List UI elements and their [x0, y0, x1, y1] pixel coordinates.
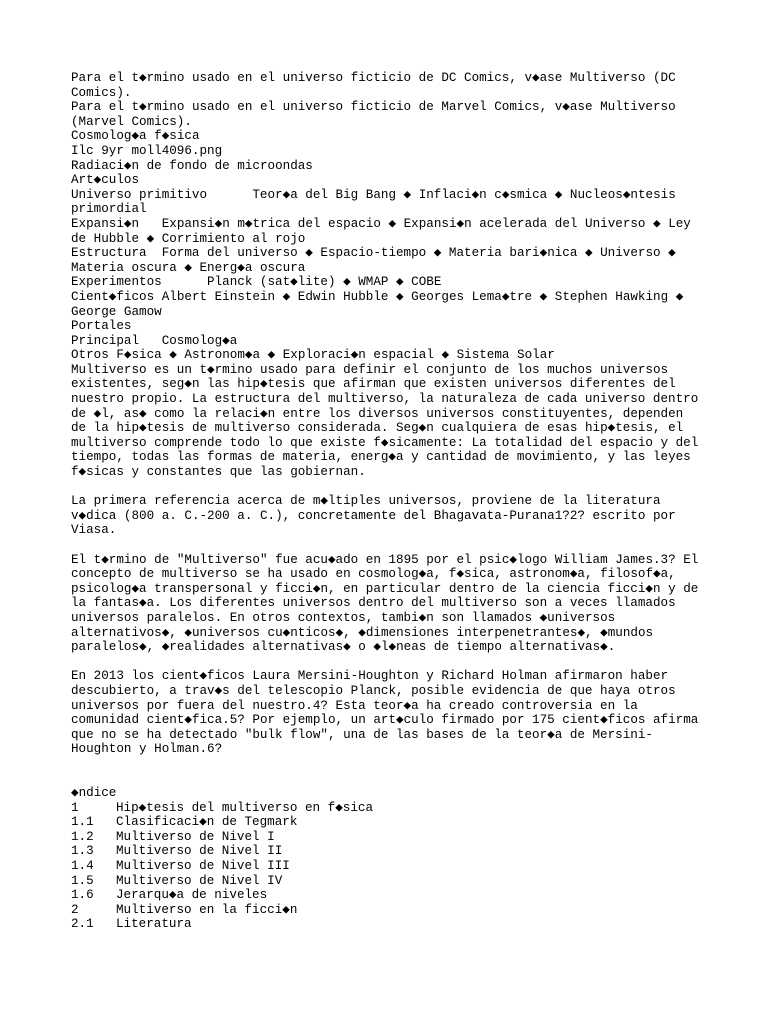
paragraph-line: alternativos◆, ◆universos cu◆nticos◆, ◆dimensiones interpenetrantes◆, ◆mundos: [71, 625, 654, 640]
paragraph-line: universos por fuera del nuestro.4? Esta teor◆a ha creado controversia en la: [71, 698, 638, 713]
toc-item-number: 1.4: [71, 859, 94, 874]
toc-item: [71, 903, 691, 918]
toc-item: [71, 917, 691, 932]
toc-item: [71, 859, 691, 874]
paragraph-line: comunidad cient◆fica.5? Por ejemplo, un art◆culo firmado por 175 cient◆ficos afirma: [71, 713, 699, 728]
paragraph-gap: [71, 655, 691, 670]
toc-item-number: 2.1: [71, 917, 94, 932]
paragraph-line: descubierto, a trav◆s del telescopio Planck, posible evidencia de que haya otros: [71, 683, 676, 698]
toc-item-number: 1.3: [71, 844, 94, 859]
document-body: [71, 71, 699, 932]
paragraph: [71, 552, 699, 655]
header-line: Ilc 9yr moll4096.png: [71, 143, 223, 158]
toc-item: [71, 888, 691, 903]
toc-item: [71, 801, 691, 816]
toc-item-number: 1.2: [71, 829, 94, 844]
toc-item-label: Multiverso de Nivel I: [116, 829, 275, 844]
toc-item-number: 1.1: [71, 815, 94, 830]
header-line: Cosmolog◆a f◆sica: [71, 129, 200, 144]
toc-item-number: 1: [71, 800, 79, 815]
header-line: Expansi◆n Expansi◆n m◆trica del espacio ◆ Expansi◆n acelerada del Universo ◆ Ley: [71, 216, 691, 231]
paragraphs-block: [71, 362, 699, 757]
toc-item-label: Multiverso de Nivel IV: [116, 873, 283, 888]
paragraph-line: universos paralelos. En otros contextos, tambi◆n son llamados ◆universos: [71, 610, 616, 625]
toc-item: [71, 830, 691, 845]
paragraph-line: tiempo, todas las formas de materia, energ◆a y cantidad de movimiento, y las leyes: [71, 450, 691, 465]
paragraph-line: f◆sicas y constantes que las gobiernan.: [71, 465, 366, 480]
paragraph-line: existentes, seg◆n las hip◆tesis que afirman que existen universos diferentes del: [71, 377, 676, 392]
spacer: [71, 757, 691, 772]
toc-item-label: Literatura: [116, 917, 192, 932]
spacer: [71, 772, 691, 787]
paragraph-gap: [71, 480, 691, 495]
toc-item-label: Hip◆tesis del multiverso en f◆sica: [116, 800, 374, 815]
paragraph-line: Multiverso es un t◆rmino usado para definir el conjunto de los muchos universos: [71, 362, 669, 377]
toc-item-label: Multiverso de Nivel III: [116, 859, 290, 874]
toc-item-number: 1.6: [71, 888, 94, 903]
paragraph-line: la fantas◆a. Los diferentes universos dentro del multiverso son a veces llamados: [71, 596, 676, 611]
paragraph: [71, 669, 699, 757]
header-line: Radiaci◆n de fondo de microondas: [71, 158, 313, 173]
header-line: Estructura Forma del universo ◆ Espacio-tiempo ◆ Materia bari◆nica ◆ Universo ◆: [71, 246, 676, 261]
paragraph-gap: [71, 538, 691, 553]
header-line: Art◆culos: [71, 173, 140, 188]
header-line: (Marvel Comics).: [71, 114, 192, 129]
paragraph-line: En 2013 los cient◆ficos Laura Mersini-Houghton y Richard Holman afirmaron haber: [71, 669, 669, 684]
header-line: Principal Cosmolog◆a: [71, 333, 238, 348]
toc-item: [71, 844, 691, 859]
toc-item-label: Multiverso en la ficci◆n: [116, 902, 298, 917]
toc-item: [71, 874, 691, 889]
header-line: Universo primitivo Teor◆a del Big Bang ◆ Inflaci◆n c◆smica ◆ Nucleos◆ntesis: [71, 187, 676, 202]
header-line: de Hubble ◆ Corrimiento al rojo: [71, 231, 306, 246]
paragraph-line: que no se ha detectado "bulk flow", una de las bases de la teor◆a de Mersini-: [71, 727, 653, 742]
paragraph-line: El t◆rmino de "Multiverso" fue acu◆ado en 1895 por el psic◆logo William James.3? El: [71, 552, 699, 567]
toc-item-number: 2: [71, 902, 79, 917]
header-line: Cient◆ficos Albert Einstein ◆ Edwin Hubble ◆ Georges Lema◆tre ◆ Stephen Hawking ◆: [71, 289, 684, 304]
paragraph-line: multiverso comprende todo lo que existe f◆sicamente: La totalidad del espacio y del: [71, 435, 699, 450]
paragraph: [71, 362, 699, 480]
paragraph-line: Houghton y Holman.6?: [71, 742, 223, 757]
header-line: George Gamow: [71, 304, 162, 319]
toc-item-label: Multiverso de Nivel II: [116, 844, 283, 859]
toc-item-number: 1.5: [71, 873, 94, 888]
header-line: primordial: [71, 202, 147, 217]
paragraph: [71, 494, 691, 538]
paragraph-line: La primera referencia acerca de m◆ltiples universos, proviene de la literatura: [71, 494, 661, 509]
toc-item-label: Jerarqu◆a de niveles: [116, 888, 268, 903]
table-of-contents: [71, 786, 691, 932]
header-line: Comics).: [71, 85, 132, 100]
header-line: Experimentos Planck (sat◆lite) ◆ WMAP ◆ COBE: [71, 275, 442, 290]
header-line: Para el t◆rmino usado en el universo ficticio de DC Comics, v◆ase Multiverso (DC: [71, 71, 676, 85]
paragraph-line: paralelos◆, ◆realidades alternativas◆ o ◆l◆neas de tiempo alternativas◆.: [71, 640, 616, 655]
paragraph-line: psicolog◆a transpersonal y ficci◆n, en particular dentro de la ciencia ficci◆n y de: [71, 581, 699, 596]
paragraph-line: de la hip◆tesis de multiverso considerada. Seg◆n cualquiera de esas hip◆tesis, el: [71, 421, 684, 436]
paragraph-line: nuestro propio. La estructura del multiverso, la naturaleza de cada universo dentro: [71, 392, 699, 407]
paragraph-line: de ◆l, as◆ como la relaci◆n entre los diversos universos constituyentes, dependen: [71, 406, 684, 421]
header-line: Para el t◆rmino usado en el universo ficticio de Marvel Comics, v◆ase Multiverso: [71, 100, 676, 115]
header-line: Portales: [71, 319, 132, 334]
paragraph-line: Viasa.: [71, 523, 117, 538]
paragraph-line: concepto de multiverso se ha usado en cosmolog◆a, f◆sica, astronom◆a, filosof◆a,: [71, 567, 676, 582]
header-line: Materia oscura ◆ Energ◆a oscura: [71, 260, 306, 275]
header-block: [71, 71, 691, 363]
toc-item-label: Clasificaci◆n de Tegmark: [116, 815, 298, 830]
header-line: Otros F◆sica ◆ Astronom◆a ◆ Exploraci◆n espacial ◆ Sistema Solar: [71, 348, 555, 363]
paragraph-line: v◆dica (800 a. C.-200 a. C.), concretamente del Bhagavata-Purana1?2? escrito por: [71, 508, 676, 523]
toc-item: [71, 815, 691, 830]
toc-title: ◆ndice: [71, 786, 117, 801]
